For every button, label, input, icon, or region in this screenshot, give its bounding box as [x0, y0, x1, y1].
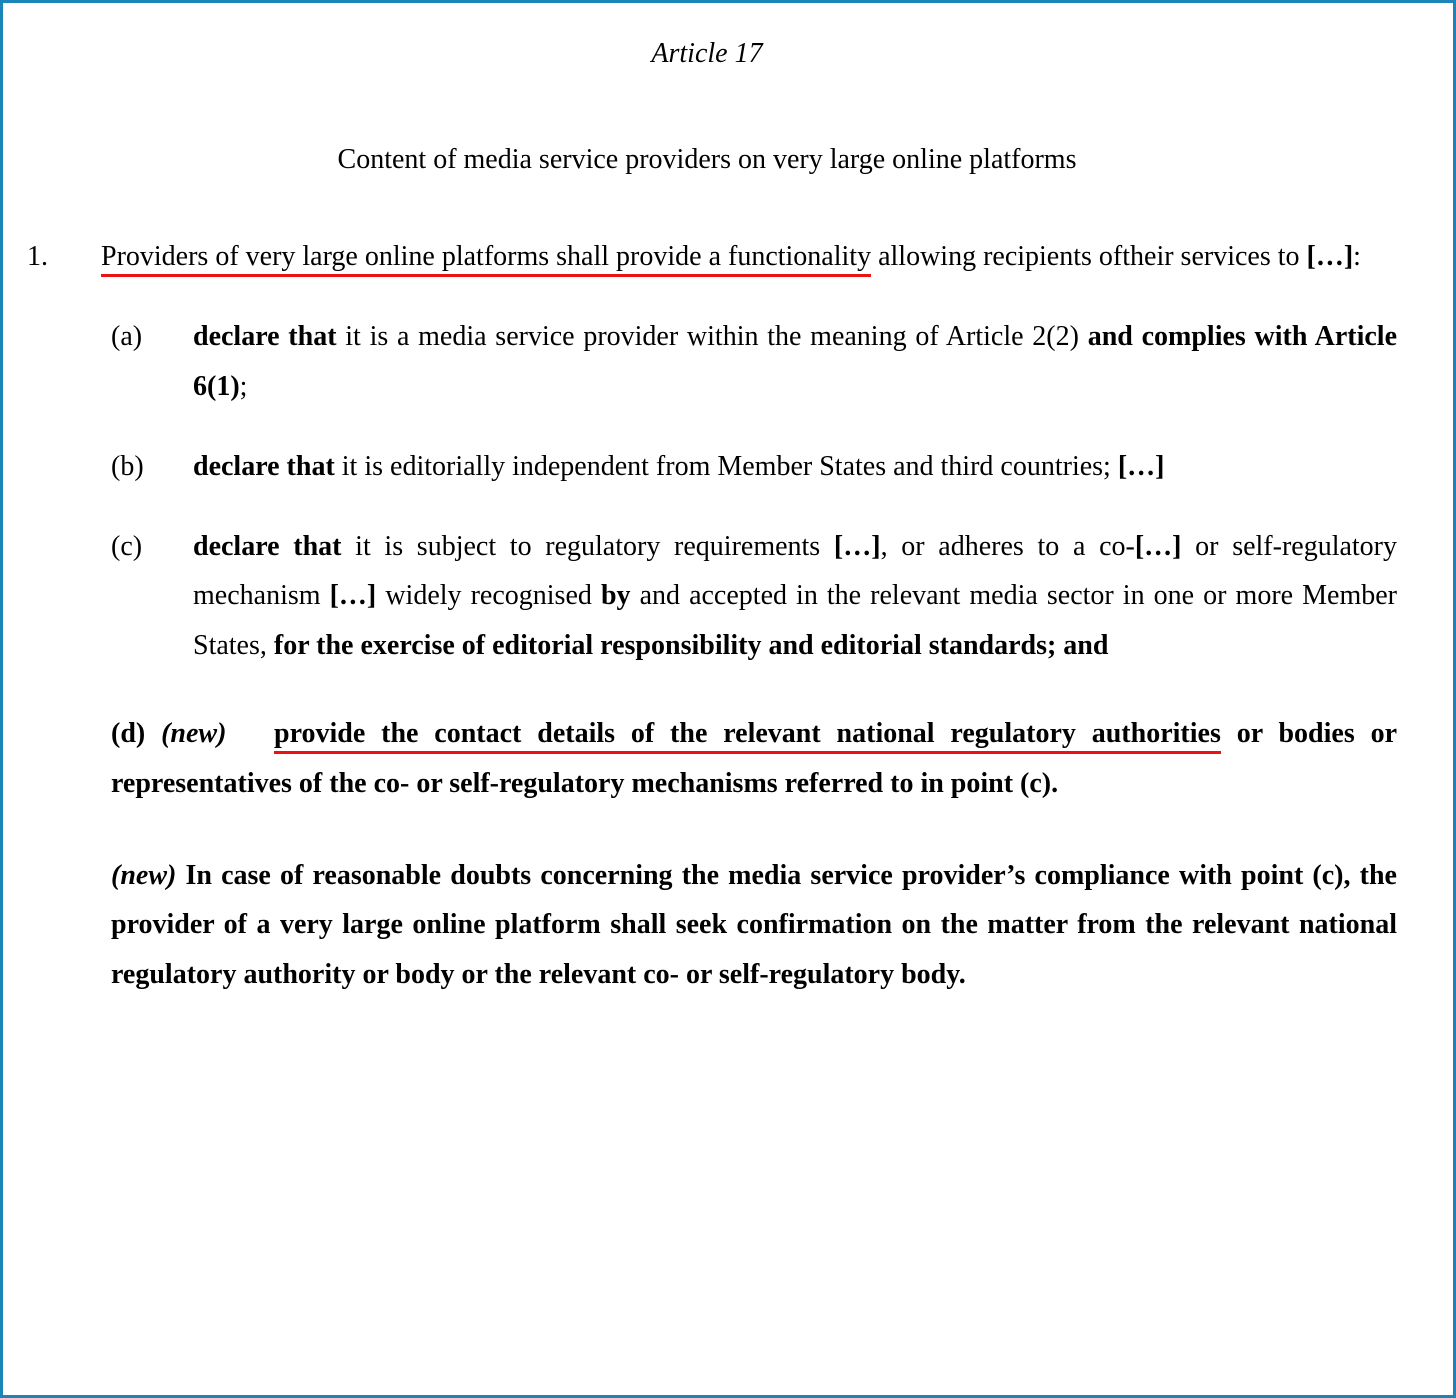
point-c-text: [193, 522, 1397, 671]
point-b-seg2: it is editorially independent from Member States and third countries;: [334, 450, 1118, 482]
point-a-text: [193, 312, 1397, 412]
point-a-declare-that: declare that: [193, 321, 337, 353]
point-c-seg3: […]: [833, 530, 881, 562]
document-body: [3, 3, 1453, 1000]
point-c-seg11: for the exercise of editorial responsibility and editorial standards; and: [273, 630, 1109, 662]
final-paragraph-new-marker: (new): [111, 859, 177, 891]
point-b: [17, 442, 1397, 492]
point-b-declare-that: declare that: [193, 450, 335, 482]
article-subtitle: Content of media service providers on very large online platforms: [337, 143, 1077, 175]
point-c-seg9: by: [600, 580, 631, 612]
point-d-underlined-amendment: provide the contact details of the relevant national regulatory authorities: [274, 718, 1221, 754]
final-paragraph: [17, 851, 1397, 1000]
point-c: [17, 522, 1397, 671]
paragraph-1-number: 1.: [27, 241, 48, 273]
point-c-declare-that: declare that: [193, 530, 342, 562]
paragraph-1-line2-prefix: their services to: [1122, 241, 1307, 273]
point-c-seg7: […]: [329, 580, 377, 612]
point-c-seg5: […]: [1134, 530, 1182, 562]
paragraph-1-text: [101, 232, 1397, 282]
point-d-rest: or bodies or representatives of the co- or self-regulatory mechanisms referred to in point (c).: [111, 717, 1398, 799]
point-c-seg2: it is subject to regulatory requirements: [341, 530, 834, 562]
point-b-seg3: […]: [1117, 450, 1165, 482]
paragraph-1-colon: :: [1353, 241, 1361, 273]
point-c-seg8: widely recognised: [376, 580, 601, 612]
point-a-seg2: it is a media service provider within the meaning of Article 2(2): [336, 321, 1088, 353]
point-d-new-marker: (new): [161, 717, 227, 749]
point-a-seg3: and complies with Article 6(1): [193, 321, 1398, 402]
point-c-seg10: and accepted in the relevant media sector in one or more Member States,: [193, 580, 1397, 662]
paragraph-1-line1-rest: allowing recipients of: [871, 241, 1123, 273]
point-b-text: [193, 442, 1397, 492]
paragraph-1: [17, 232, 1397, 282]
point-c-label: (c): [111, 530, 143, 562]
paragraph-1-underlined-amendment: Providers of very large online platforms shall provide a functionality: [101, 241, 871, 277]
point-d-label: (d): [111, 717, 146, 749]
paragraph-1-ellipsis: […]: [1306, 241, 1354, 273]
final-paragraph-text: In case of reasonable doubts concerning the media service provider’s compliance with point (c), the provider of a very large online platform shall seek confirmation on the matter from the relevant national regulatory authority or body or the relevant co- or self-regulatory body.: [111, 859, 1397, 991]
point-a-seg4: ;: [239, 370, 248, 402]
point-a-label: (a): [111, 321, 143, 353]
point-b-label: (b): [111, 450, 144, 482]
article-title: Article 17: [651, 38, 763, 69]
point-c-seg6: or self-regulatory mechanism: [193, 530, 1398, 612]
point-c-seg4: , or adheres to a co-: [880, 530, 1135, 562]
point-a: [17, 312, 1397, 412]
point-d: [17, 709, 1397, 809]
